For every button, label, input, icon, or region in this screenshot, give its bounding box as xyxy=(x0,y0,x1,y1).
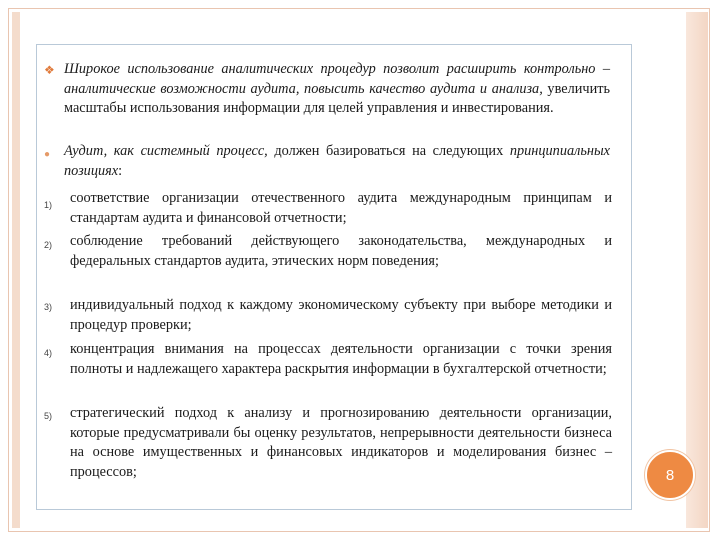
audit-normal: должен базироваться на следующих xyxy=(267,143,510,159)
left-stripe xyxy=(12,12,20,528)
list-number: 1) xyxy=(44,200,53,210)
list-number: 2) xyxy=(44,240,53,250)
diamond-icon: ❖ xyxy=(44,63,55,77)
list-item: стратегический подход к анализу и прогнозированию деятельности организации, которые предусматривали бы оценку результатов, непрерывности деятельности бизнеса на основе имущественных и финансовых индикаторов и моделирования бизнес – процессов; xyxy=(70,405,612,480)
list-item: соблюдение требований действующего законодательства, международных и федеральных стандартов аудита, этических норм поведения; xyxy=(70,233,612,269)
list-number: 3) xyxy=(44,302,53,312)
dot-icon: ● xyxy=(44,149,51,160)
audit-italic: Аудит, как системный процесс, xyxy=(64,143,268,159)
intro-italic: Широкое использование аналитических процедур позволит расширить контрольно – аналитические возможности аудита, повысить качество аудита и анализа, xyxy=(64,61,610,97)
audit-paragraph xyxy=(64,142,610,181)
audit-tail: : xyxy=(118,162,123,179)
list-item: соответствие организации отечественного аудита международным принципам и стандартам аудита и финансовой отчетности; xyxy=(70,190,612,226)
page-number-badge: 8 xyxy=(645,450,695,500)
intro-normal: увеличить масштабы использования информации для целей управления и инвестирования. xyxy=(64,80,610,116)
list-number: 4) xyxy=(44,348,53,358)
list-number: 5) xyxy=(44,411,53,421)
audit-italic-positions: принципиальных позициях xyxy=(64,143,610,179)
intro-paragraph xyxy=(64,60,610,119)
right-stripe xyxy=(686,12,708,528)
list-item: концентрация внимания на процессах деятельности организации с точки зрения полноты и надлежащего характера раскрытия информации в бухгалтерской отчетности; xyxy=(70,341,612,377)
list-item: индивидуальный подход к каждому экономическому субъекту при выборе методики и процедур проверки; xyxy=(70,297,612,333)
